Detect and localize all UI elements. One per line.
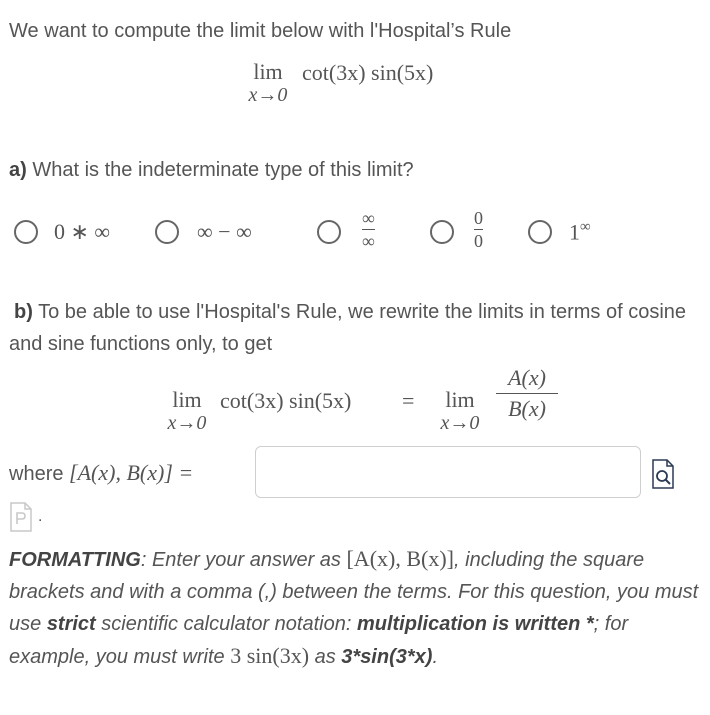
where-label [9,460,193,486]
intro-text: We want to compute the limit below with l'Hospital’s Rule [9,20,512,42]
formatting-text: as [309,646,342,668]
part-b-text: To be able to use l'Hospital's Rule, we rewrite the limits in terms of cosine and sine functions only, to get [9,301,687,355]
radio-option-0-over-0[interactable] [430,220,454,244]
option-inf-over-inf-fraction [362,208,375,251]
where-text: where [9,463,64,485]
radio-option-inf-over-inf[interactable] [317,220,341,244]
intro-expression: cot(3x) sin(5x) [302,60,434,85]
equals-sign: = [402,388,415,413]
formatting-multiplication: multiplication is written * [356,613,594,635]
radio-option-inf-minus-inf[interactable] [155,220,179,244]
lim-word: lim [172,387,202,412]
power-base: 1 [569,219,580,245]
lim-subscript: x→0 [248,84,288,106]
answer-input[interactable] [255,446,641,498]
part-a-text: What is the indeterminate type of this limit? [32,159,414,181]
intro-limit-operator [238,60,298,106]
option-inf-minus-inf-label: ∞ − ∞ [197,219,252,244]
radio-option-1-pow-inf[interactable] [528,220,552,244]
radio-option-0-times-inf[interactable] [14,220,38,244]
dot: . [38,508,43,525]
lhs-expression: cot(3x) sin(5x) [220,388,352,413]
option-0-times-inf-label: 0 ∗ ∞ [54,219,111,244]
fraction-denominator: ∞ [362,231,375,251]
part-a-question [9,159,414,182]
fraction-bar [362,229,375,230]
preview-icon[interactable] [652,459,674,489]
option-1-pow-inf-label [569,219,591,245]
formatting-text: ; for example, you must write [9,613,629,668]
formatting-math-2: 3 sin(3x) [230,643,310,668]
fraction-bar [496,393,558,394]
where-math: [A(x), B(x)] = [69,460,194,485]
lim-subscript: x→0 [440,412,480,434]
fraction-denominator: 0 [474,231,483,251]
lim-subscript: x→0 [167,412,207,434]
part-b-label: b) [14,301,33,323]
lim-word: lim [445,387,475,412]
fraction-denominator: B(x) [508,396,546,421]
formatting-text: . [432,646,438,668]
document-icon [10,502,32,532]
power-exponent: ∞ [580,219,591,235]
formatting-math-1: [A(x), B(x)] [346,546,455,571]
formatting-example: 3*sin(3*x) [341,646,433,668]
part-b-question [9,296,704,360]
formatting-text: scientific calculator notation: [95,613,357,635]
rhs-limit-operator [430,388,490,434]
formatting-label: FORMATTING [9,549,141,571]
lhs-limit-operator [157,388,217,434]
rhs-fraction [496,364,558,423]
fraction-numerator: ∞ [362,208,375,228]
formatting-note [9,543,699,673]
lim-word: lim [253,59,283,84]
formatting-strict: strict [46,613,96,635]
formatting-text: : Enter your answer as [140,549,347,571]
fraction-bar [474,229,483,230]
option-0-over-0-fraction [474,208,483,251]
formatting-text: , including the square brackets and with a comma (,) between the terms. For this question, you must use [9,549,699,635]
fraction-numerator: 0 [474,208,483,228]
part-a-label: a) [9,159,27,181]
fraction-numerator: A(x) [508,365,546,390]
